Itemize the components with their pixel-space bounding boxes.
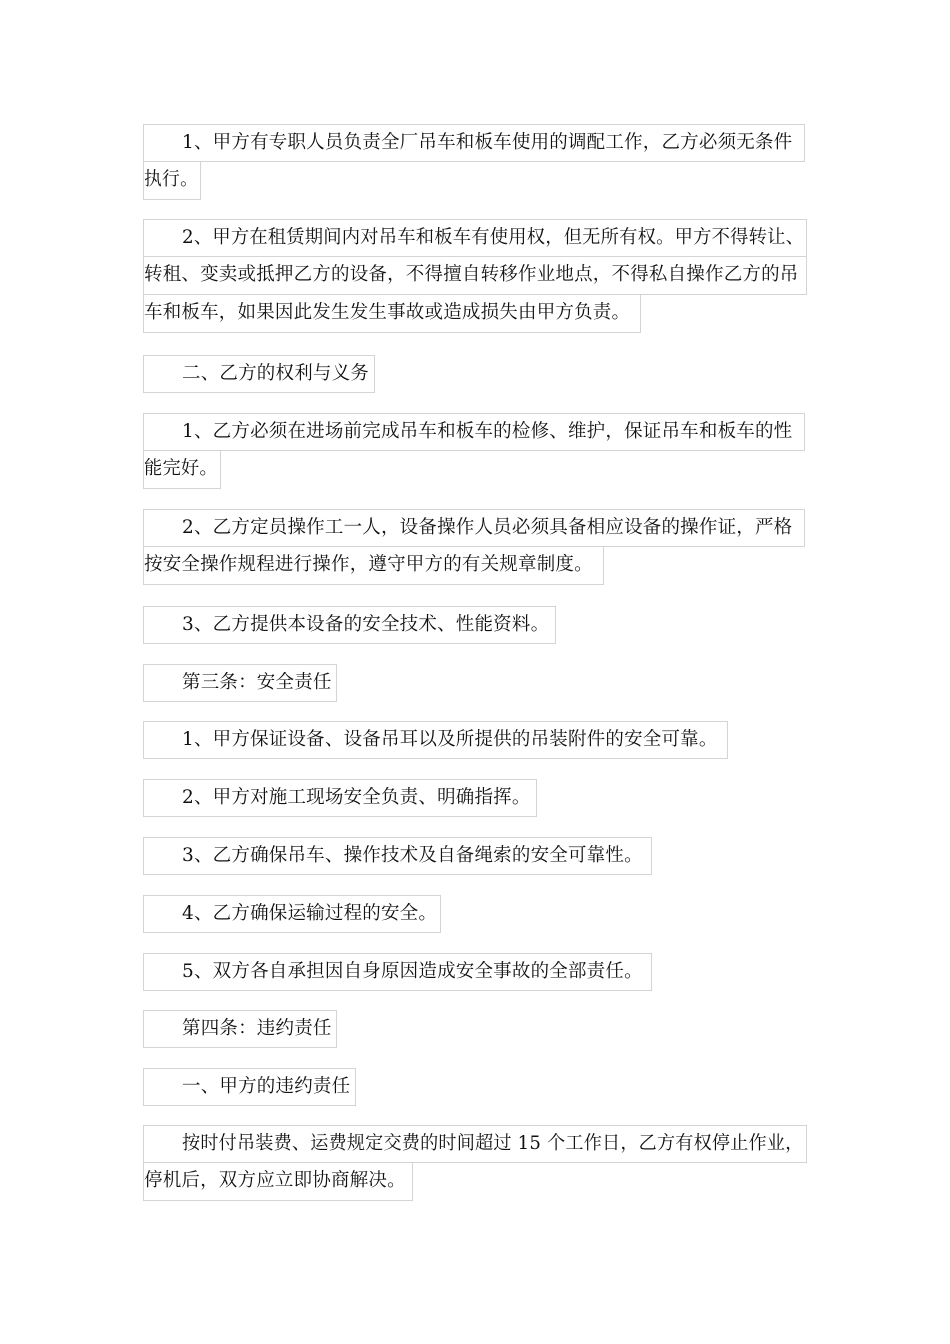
text-line	[143, 257, 807, 295]
line-text: 3、乙方确保吊车、操作技术及自备绳索的安全可靠性。	[182, 845, 643, 866]
line-text: 4、乙方确保运输过程的安全。	[182, 903, 438, 924]
line-text: 转租、变卖或抵押乙方的设备，不得擅自转移作业地点，不得私自操作乙方的吊	[144, 264, 799, 285]
line-text: 停机后，双方应立即协商解决。	[144, 1170, 406, 1191]
line-text: 能完好。	[144, 458, 218, 479]
line-text: 2、甲方对施工现场安全负责、明确指挥。	[182, 787, 531, 808]
text-line	[143, 162, 201, 200]
paragraph-15	[143, 1125, 809, 1201]
paragraph-12	[143, 953, 809, 991]
paragraph-1	[143, 124, 809, 200]
line-text: 2、乙方定员操作工一人，设备操作人员必须具备相应设备的操作证，严格	[182, 517, 793, 538]
text-line	[143, 295, 641, 333]
line-text: 按时付吊装费、运费规定交费的时间超过 15 个工作日，乙方有权停止作业，	[182, 1133, 804, 1154]
paragraph-5	[143, 509, 809, 585]
text-line	[143, 1010, 337, 1048]
text-line	[143, 509, 805, 547]
line-text: 执行。	[144, 169, 199, 190]
paragraph-8	[143, 721, 809, 759]
text-line	[143, 606, 556, 644]
text-line	[143, 1163, 413, 1201]
text-line	[143, 451, 221, 489]
text-line	[143, 1125, 807, 1163]
paragraph-4	[143, 413, 809, 489]
text-line	[143, 413, 805, 451]
line-text: 第三条：安全责任	[182, 672, 332, 693]
section-heading-jiafang-breach	[143, 1068, 809, 1106]
text-line	[143, 547, 604, 585]
paragraph-2	[143, 219, 809, 333]
section-heading-safety	[143, 664, 809, 702]
text-line	[143, 895, 441, 933]
line-text: 车和板车，如果因此发生发生事故或造成损失由甲方负责。	[144, 302, 631, 323]
text-line	[143, 1068, 356, 1106]
paragraph-11	[143, 895, 809, 933]
text-line	[143, 664, 337, 702]
line-text: 1、甲方保证设备、设备吊耳以及所提供的吊装附件的安全可靠。	[182, 729, 718, 750]
paragraph-9	[143, 779, 809, 817]
text-line	[143, 355, 375, 393]
text-line	[143, 779, 537, 817]
paragraph-10	[143, 837, 809, 875]
line-text: 3、乙方提供本设备的安全技术、性能资料。	[182, 614, 550, 635]
text-line	[143, 953, 652, 991]
text-line	[143, 837, 652, 875]
paragraph-6	[143, 606, 809, 644]
line-text: 2、甲方在租赁期间内对吊车和板车有使用权，但无所有权。甲方不得转让、	[182, 227, 805, 248]
line-text: 5、双方各自承担因自身原因造成安全事故的全部责任。	[182, 961, 643, 982]
text-line	[143, 721, 728, 759]
line-text: 一、甲方的违约责任	[182, 1076, 351, 1097]
line-text: 按安全操作规程进行操作，遵守甲方的有关规章制度。	[144, 554, 593, 575]
text-line	[143, 219, 807, 257]
line-text: 1、乙方必须在进场前完成吊车和板车的检修、维护，保证吊车和板车的性	[182, 421, 793, 442]
line-text: 1、甲方有专职人员负责全厂吊车和板车使用的调配工作，乙方必须无条件	[182, 132, 793, 153]
line-text: 二、乙方的权利与义务	[182, 363, 370, 384]
section-heading-breach	[143, 1010, 809, 1048]
text-line	[143, 124, 805, 162]
section-heading-yifang-rights	[143, 355, 809, 393]
line-text: 第四条：违约责任	[182, 1018, 332, 1039]
